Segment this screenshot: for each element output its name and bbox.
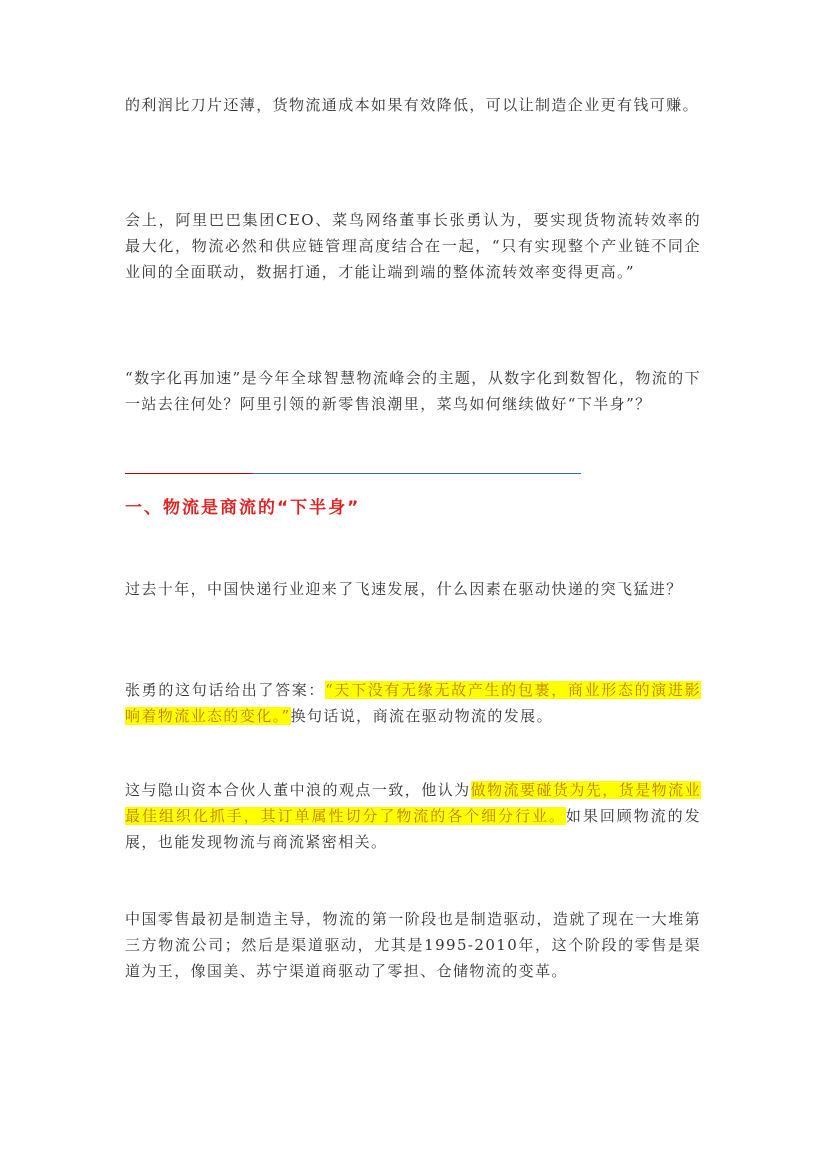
paragraph-summit-theme: “数字化再加速”是今年全球智慧物流峰会的主题，从数字化到数智化，物流的下一站去往何处？阿里引领的新零售浪潮里，菜鸟如何继续做好“下半身”？ [125,369,701,413]
highlighted-quote: 做物流要碰货为先，货是物流业最佳组织化抓手，其订单属性切分了物流的各个细分行业。 [125,781,702,825]
paragraph-text: 如果回顾物流的发展，也能发现物流与商流紧密相关。 [125,807,702,851]
paragraph-profit: 的利润比刀片还薄，货物流通成本如果有效降低，可以让制造企业更有钱可赚。 [125,96,700,114]
paragraph-dong-zhonglang [125,777,701,855]
highlighted-quote: “天下没有无缘无故产生的包裹，商业形态的演进影响着物流业态的变化。” [125,681,701,725]
paragraph-retail-history: 中国零售最初是制造主导，物流的第一阶段也是制造驱动，造就了现在一大堆第三方物流公司；然后是渠道驱动，尤其是1995-2010年，这个阶段的零售是渠道为王，像国美、苏宁渠道商驱动了零担、仓储物流的变革。 [125,910,701,980]
paragraph-express-growth: 过去十年，中国快递行业迎来了飞速发展，什么因素在驱动快递的突飞猛进？ [125,580,683,598]
paragraph-zhang-yong-answer [125,677,701,729]
section-divider-accent [125,473,253,474]
paragraph-text: 张勇的这句话给出了答案： [125,681,326,699]
section-heading: 一、物流是商流的“下半身” [125,498,361,518]
paragraph-text: 换句话说，商流在驱动物流的发展。 [290,707,553,725]
paragraph-text: 这与隐山资本合伙人董中浪的观点一致，他认为 [125,781,471,799]
paragraph-zhang-yong-ceo: 会上，阿里巴巴集团CEO、菜鸟网络董事长张勇认为，要实现货物流转效率的最大化，物流必然和供应链管理高度结合在一起，“只有实现整个产业链不同企业间的全面联动，数据打通，才能让端到端的整体流转效率变得更高。” [125,211,701,281]
